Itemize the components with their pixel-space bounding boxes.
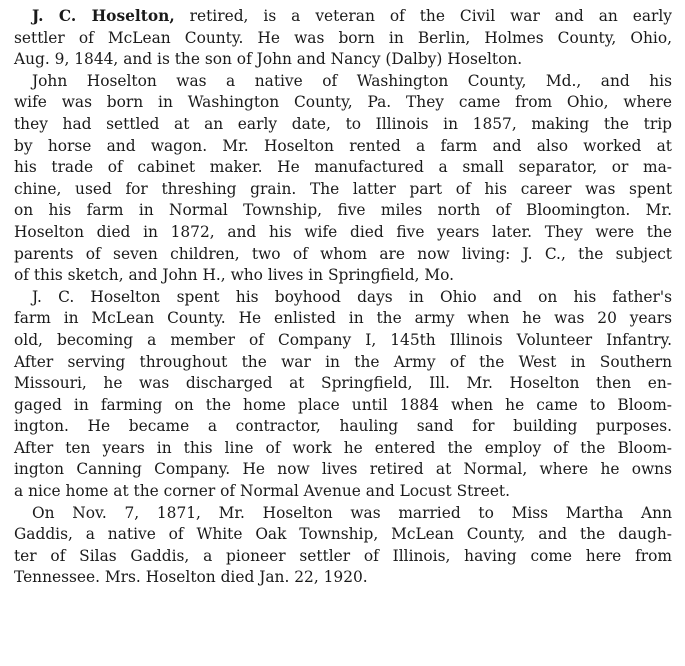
- text-line: a nice home at the corner of Normal Avenue and Locust Street.: [14, 482, 511, 501]
- text-line: Tennessee. Mrs. Hoselton died Jan. 22, 1920.: [14, 568, 368, 587]
- subject-name: J. C. Hoselton,: [32, 7, 175, 25]
- text-line: After ten years in this line of work he entered the employ of the Bloom-: [14, 438, 672, 457]
- text-line: on his farm in Normal Township, five miles north of Bloomington. Mr.: [14, 201, 672, 220]
- paragraph-intro: [14, 6, 672, 71]
- text-line: wife was born in Washington County, Pa. They came from Ohio, where: [14, 93, 672, 112]
- text-line: by horse and wagon. Mr. Hoselton rented a farm and also worked at: [14, 136, 672, 155]
- text-line: of this sketch, and John H., who lives in Springfield, Mo.: [14, 266, 455, 285]
- text-line: [14, 6, 672, 28]
- text-line: Aug. 9, 1844, and is the son of John and Nancy (Dalby) Hoselton.: [14, 50, 523, 69]
- text-line: gaged in farming on the home place until 1884 when he came to Bloom-: [14, 395, 672, 414]
- text-line: farm in McLean County. He enlisted in the army when he was 20 years: [14, 309, 672, 328]
- text-line: On Nov. 7, 1871, Mr. Hoselton was married to Miss Martha Ann: [32, 503, 672, 522]
- text-line: After serving throughout the war in the Army of the West in Southern: [14, 352, 672, 371]
- text-line: Missouri, he was discharged at Springfield, Ill. Mr. Hoselton then en-: [14, 374, 672, 393]
- text-line: ter of Silas Gaddis, a pioneer settler of Illinois, having come here from: [14, 546, 672, 565]
- biography-page: [14, 6, 672, 589]
- text-line: ington. He became a contractor, hauling sand for building purposes.: [14, 417, 672, 436]
- paragraph-marriage: [14, 503, 672, 589]
- text-line: parents of seven children, two of whom are now living: J. C., the subject: [14, 244, 672, 263]
- text-line-segment: retired, is a veteran of the Civil war and an early: [174, 7, 672, 25]
- text-line: Hoselton died in 1872, and his wife died five years later. They were the: [14, 222, 672, 241]
- paragraph-career: [14, 287, 672, 503]
- text-line: his trade of cabinet maker. He manufactured a small separator, or ma-: [14, 158, 672, 177]
- text-line: old, becoming a member of Company I, 145th Illinois Volunteer Infantry.: [14, 330, 672, 349]
- text-line: chine, used for threshing grain. The latter part of his career was spent: [14, 179, 672, 198]
- text-line: John Hoselton was a native of Washington County, Md., and his: [32, 71, 672, 90]
- text-line: they had settled at an early date, to Illinois in 1857, making the trip: [14, 114, 672, 133]
- text-line: J. C. Hoselton spent his boyhood days in Ohio and on his father's: [32, 287, 672, 306]
- text-line: Gaddis, a native of White Oak Township, McLean County, and the daugh-: [14, 525, 672, 544]
- text-line: settler of McLean County. He was born in Berlin, Holmes County, Ohio,: [14, 28, 672, 47]
- paragraph-parents: [14, 71, 672, 287]
- text-line: ington Canning Company. He now lives retired at Normal, where he owns: [14, 460, 672, 479]
